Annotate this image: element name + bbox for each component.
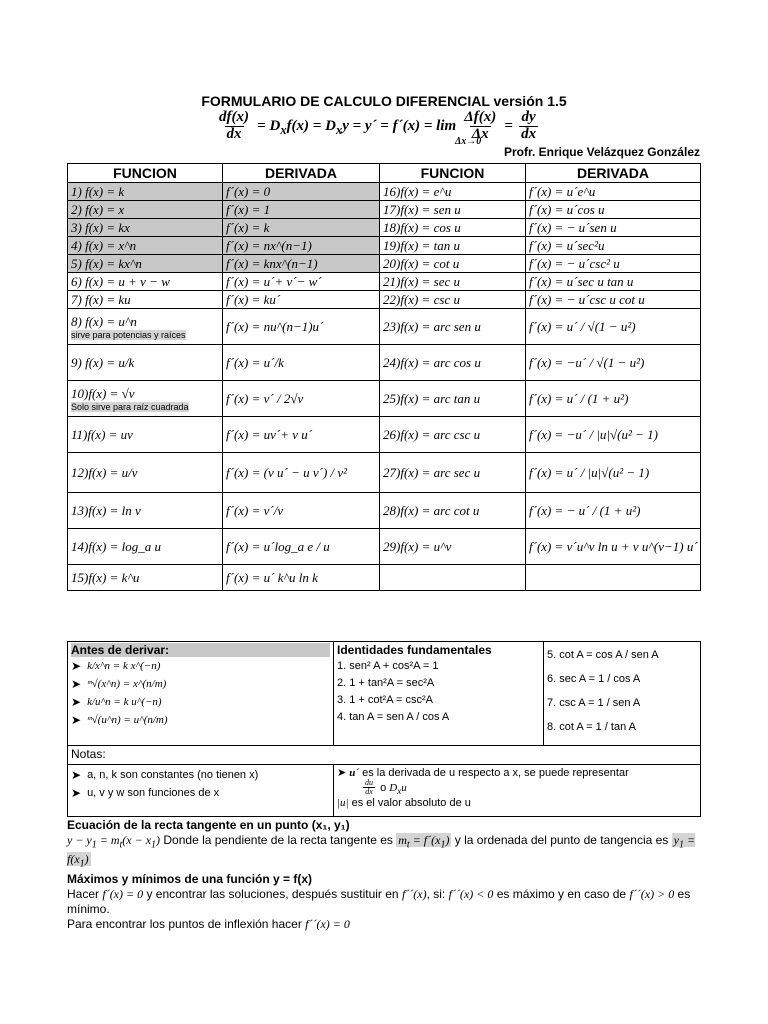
function-note: Solo sirve para raíz cuadrada <box>71 401 189 412</box>
function-cell: 25)f(x) = arc tan u <box>380 381 526 417</box>
function-cell: 24)f(x) = arc cos u <box>380 345 526 381</box>
function-cell: 2) f(x) = x <box>68 201 223 219</box>
table-row <box>68 273 701 291</box>
function-cell: 26)f(x) = arc csc u <box>380 417 526 453</box>
function-cell: 23)f(x) = arc sen u <box>380 309 526 345</box>
function-note: sirve para potencias y raíces <box>71 329 186 340</box>
table-row <box>68 201 701 219</box>
derivative-cell: f´(x) = nu^(n−1)u´ <box>223 309 380 345</box>
table-row <box>68 345 701 381</box>
derivative-cell: f´(x) = u´/k <box>223 345 380 381</box>
derivative-cell: f´(x) = u´ / |u|√(u² − 1) <box>526 453 701 493</box>
function-cell: 3) f(x) = kx <box>68 219 223 237</box>
function-cell: 18)f(x) = cos u <box>380 219 526 237</box>
identities-box-2 <box>544 642 701 746</box>
function-cell: 21)f(x) = sec u <box>380 273 526 291</box>
derivative-cell: f´(x) = − u´sen u <box>526 219 701 237</box>
arrow-bullet-icon: ➤ <box>71 713 82 727</box>
table-row <box>68 493 701 529</box>
header-derivative-1: DERIVADA <box>223 164 380 183</box>
table-row <box>68 565 701 591</box>
identity-3: 3. 1 + cot²A = csc²A <box>337 693 433 706</box>
arrow-bullet-icon: ➤ <box>337 767 347 779</box>
derivative-cell: f´(x) = u´ / √(1 − u²) <box>526 309 701 345</box>
function-cell: 29)f(x) = u^v <box>380 529 526 565</box>
derivatives-table <box>67 163 701 591</box>
identity-1: 1. sen² A + cos²A = 1 <box>337 659 439 672</box>
identity-8: 8. cot A = 1 / tan A <box>547 721 636 733</box>
function-cell: 22)f(x) = csc u <box>380 291 526 309</box>
list-item: ➤ ᵐ√(x^n) = x^(n/m) <box>71 677 167 691</box>
derivative-cell: f´(x) = (v u´ − u v´) / v² <box>223 453 380 493</box>
inflection-text: Para encontrar los puntos de inflexión hacer f´´(x) = 0 <box>67 916 350 931</box>
derivative-cell: f´(x) = u´ k^u ln k <box>223 565 380 591</box>
derivative-cell: f´(x) = v´u^v ln u + v u^(v−1) u´ <box>526 529 701 565</box>
table-row <box>68 291 701 309</box>
identities-box <box>334 642 544 746</box>
list-item: ➤ ᵐ√(u^n) = u^(n/m) <box>71 713 168 727</box>
derivative-cell: f´(x) = k <box>223 219 380 237</box>
derivative-cell: f´(x) = − u´ / (1 + u²) <box>526 493 701 529</box>
table-row <box>68 255 701 273</box>
derivative-cell: f´(x) = u´+ v´− w´ <box>223 273 380 291</box>
table-body <box>68 183 701 591</box>
derivative-cell: f´(x) = nx^(n−1) <box>223 237 380 255</box>
function-cell: 5) f(x) = kx^n <box>68 255 223 273</box>
before-derive-title: Antes de derivar: <box>71 643 330 657</box>
function-cell: 14)f(x) = log_a u <box>68 529 223 565</box>
arrow-bullet-icon: ➤ <box>71 659 82 673</box>
notes-table <box>67 641 701 817</box>
list-item: ➤ k/u^n = k u^(−n) <box>71 695 162 709</box>
table-row <box>68 237 701 255</box>
function-cell: 13)f(x) = ln v <box>68 493 223 529</box>
list-item: ➤ u, v y w son funciones de x <box>71 786 220 800</box>
list-item: ➤ a, n, k son constantes (no tienen x) <box>71 768 259 782</box>
derivative-cell: f´(x) = uv´+ v u´ <box>223 417 380 453</box>
table-row <box>68 381 701 417</box>
table-row <box>68 417 701 453</box>
derivative-cell: f´(x) = − u´csc u cot u <box>526 291 701 309</box>
identity-6: 6. sec A = 1 / cos A <box>547 673 641 685</box>
table-row <box>68 309 701 345</box>
function-cell: 12)f(x) = u/v <box>68 453 223 493</box>
derivative-cell: f´(x) = u´sec²u <box>526 237 701 255</box>
derivative-cell: f´(x) = −u´ / √(1 − u²) <box>526 345 701 381</box>
function-cell: 9) f(x) = u/k <box>68 345 223 381</box>
bottom-notes <box>67 818 707 932</box>
derivative-notation: $\frac{df(x)}{dx}$ = $D_xf(x) = D_xy$ = y´ = f´(x) = lim $\frac{\Delta f(x)}{\Delta x}$ = $\frac{dy}{dx}$ Δx→0 <box>219 109 537 147</box>
table-row <box>68 453 701 493</box>
derivative-cell: f´(x) = u´sec u tan u <box>526 273 701 291</box>
table-row <box>68 529 701 565</box>
author-line: Profr. Enrique Velázquez González <box>503 145 700 159</box>
header-derivative-2: DERIVADA <box>526 164 701 183</box>
function-cell: 19)f(x) = tan u <box>380 237 526 255</box>
function-cell: 7) f(x) = ku <box>68 291 223 309</box>
derivative-cell: f´(x) = 0 <box>223 183 380 201</box>
function-cell: 16)f(x) = e^u <box>380 183 526 201</box>
function-cell: 10)f(x) = √v Solo sirve para raíz cuadrada <box>68 381 223 417</box>
function-cell: 6) f(x) = u + v − w <box>68 273 223 291</box>
arrow-bullet-icon: ➤ <box>71 768 82 782</box>
function-cell: 4) f(x) = x^n <box>68 237 223 255</box>
function-cell: 17)f(x) = sen u <box>380 201 526 219</box>
derivative-cell: f´(x) = knx^(n−1) <box>223 255 380 273</box>
function-cell: 1) f(x) = k <box>68 183 223 201</box>
derivative-cell: f´(x) = 1 <box>223 201 380 219</box>
derivative-cell <box>526 565 701 591</box>
header-function-1: FUNCION <box>68 164 223 183</box>
function-cell: 20)f(x) = cot u <box>380 255 526 273</box>
arrow-bullet-icon: ➤ <box>71 786 82 800</box>
header-function-2: FUNCION <box>380 164 526 183</box>
before-derive-box <box>68 642 334 746</box>
identity-2: 2. 1 + tan²A = sec²A <box>337 676 435 689</box>
arrow-bullet-icon: ➤ <box>71 695 82 709</box>
function-cell: 28)f(x) = arc cot u <box>380 493 526 529</box>
table-row <box>68 219 701 237</box>
arrow-bullet-icon: ➤ <box>71 677 82 691</box>
tangent-equation: $y - y_1 = m_t(x - x_1)$ Donde la pendiente de la recta tangente es $m_t$ = $f´(x_1)$ y la ordenada del punto de tangencia es $y_1 = f(x_1)$ <box>67 833 696 870</box>
maxmin-title: Máximos y mínimos de una función y = f(x) <box>67 871 313 886</box>
derivative-cell: f´(x) = u´log_a e / u <box>223 529 380 565</box>
tangent-title: Ecuación de la recta tangente en un punto (x₁, y₁) <box>67 818 350 832</box>
notes-left <box>68 765 334 817</box>
function-cell <box>380 565 526 591</box>
function-cell: 27)f(x) = arc sec u <box>380 453 526 493</box>
derivative-cell: f´(x) = v´/v <box>223 493 380 529</box>
derivative-cell: f´(x) = v´ / 2√v <box>223 381 380 417</box>
list-item: ➤ k/x^n = k x^(−n) <box>71 659 161 673</box>
table-row <box>68 183 701 201</box>
page-title: FORMULARIO DE CALCULO DIFERENCIAL versión 1.5 <box>201 93 567 109</box>
derivative-cell: f´(x) = −u´ / |u|√(u² − 1) <box>526 417 701 453</box>
notes-label: Notas: <box>68 746 701 765</box>
derivative-cell: f´(x) = − u´csc² u <box>526 255 701 273</box>
function-cell: 8) f(x) = u^n sirve para potencias y raíces <box>68 309 223 345</box>
identities-title: Identidades fundamentales <box>337 643 492 657</box>
maxmin-text: Hacer f´(x) = 0 y encontrar las soluciones, después sustituir en f´´(x), si: f´´(x) < 0 es máximo y en caso de f´´(x) > 0 es mínimo. <box>67 886 691 916</box>
derivative-cell: f´(x) = u´cos u <box>526 201 701 219</box>
identity-5: 5. cot A = cos A / sen A <box>547 649 659 661</box>
notes-right: ➤ u´ es la derivada de u respecto a x, se puede representar $\frac{du}{dx}$ o $D_xu$ |u| es el valor absoluto de u <box>334 765 701 817</box>
derivative-cell: f´(x) = u´ / (1 + u²) <box>526 381 701 417</box>
identity-4: 4. tan A = sen A / cos A <box>337 710 450 723</box>
function-cell: 11)f(x) = uv <box>68 417 223 453</box>
derivative-cell: f´(x) = ku´ <box>223 291 380 309</box>
identity-7: 7. csc A = 1 / sen A <box>547 697 641 709</box>
derivative-cell: f´(x) = u´e^u <box>526 183 701 201</box>
function-cell: 15)f(x) = k^u <box>68 565 223 591</box>
